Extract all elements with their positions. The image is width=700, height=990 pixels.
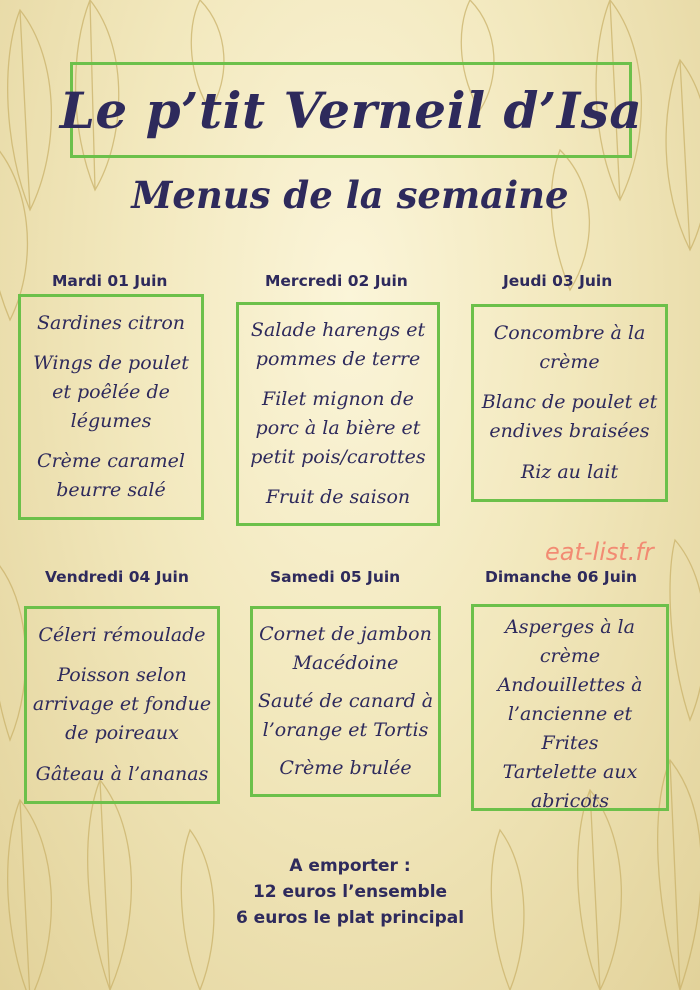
- dish-main: Poisson selon arrivage et fondue de poireaux: [32, 664, 212, 745]
- dish-main: Wings de poulet et poêlée de légumes: [33, 351, 189, 432]
- menu-box-mardi: [18, 294, 204, 520]
- price-full-menu: 12 euros l’ensemble: [252, 882, 448, 902]
- day-label-dimanche: Dimanche 06 Juin: [485, 568, 638, 586]
- day-label-mercredi: Mercredi 02 Juin: [265, 272, 408, 290]
- dish-starter: Salade harengs et pommes de terre: [250, 319, 426, 371]
- dish-main: Sauté de canard à l’orange et Tortis: [257, 689, 434, 741]
- restaurant-title: Le p’tit Verneil d’Isa: [59, 80, 643, 140]
- dish-dessert: Riz au lait: [520, 461, 619, 484]
- dish-dessert: Fruit de saison: [265, 485, 411, 508]
- menu-box-samedi: [250, 606, 441, 797]
- day-label-vendredi: Vendredi 04 Juin: [45, 568, 189, 586]
- menu-subtitle: Menus de la semaine: [131, 173, 569, 217]
- dish-dessert: Crème brulée: [279, 757, 412, 780]
- menu-box-vendredi: [24, 606, 220, 804]
- dish-starter: Sardines citron: [36, 311, 186, 334]
- menu-box-mercredi: [236, 302, 440, 526]
- day-label-samedi: Samedi 05 Juin: [270, 568, 401, 586]
- menu-box-jeudi: [471, 304, 668, 502]
- dish-dessert: Crème caramel beurre salé: [37, 450, 185, 502]
- dish-main: Blanc de poulet et endives braisées: [481, 391, 658, 443]
- dish-dessert: Tartelette aux abricots: [502, 761, 638, 812]
- dish-starter: Cornet de jambon Macédoine: [259, 622, 432, 674]
- day-label-mardi: Mardi 01 Juin: [52, 272, 168, 290]
- day-label-jeudi: Jeudi 03 Juin: [503, 272, 613, 290]
- watermark: eat-list.fr: [545, 538, 654, 566]
- takeaway-pricing: [0, 853, 700, 931]
- title-frame: [59, 62, 643, 158]
- dish-starter: Céleri rémoulade: [38, 623, 206, 646]
- price-main-dish: 6 euros le plat principal: [235, 908, 465, 928]
- takeaway-heading: A emporter :: [289, 856, 411, 876]
- dish-starter: Concombre à la crème: [493, 321, 646, 373]
- dish-starter: Asperges à la crème: [505, 616, 635, 667]
- dish-dessert: Gâteau à l’ananas: [35, 763, 209, 786]
- dish-main: Filet mignon de porc à la bière et petit pois/carottes: [250, 387, 426, 468]
- menu-box-dimanche: [471, 604, 669, 811]
- dish-main: Andouillettes à l’ancienne et Frites: [497, 674, 643, 754]
